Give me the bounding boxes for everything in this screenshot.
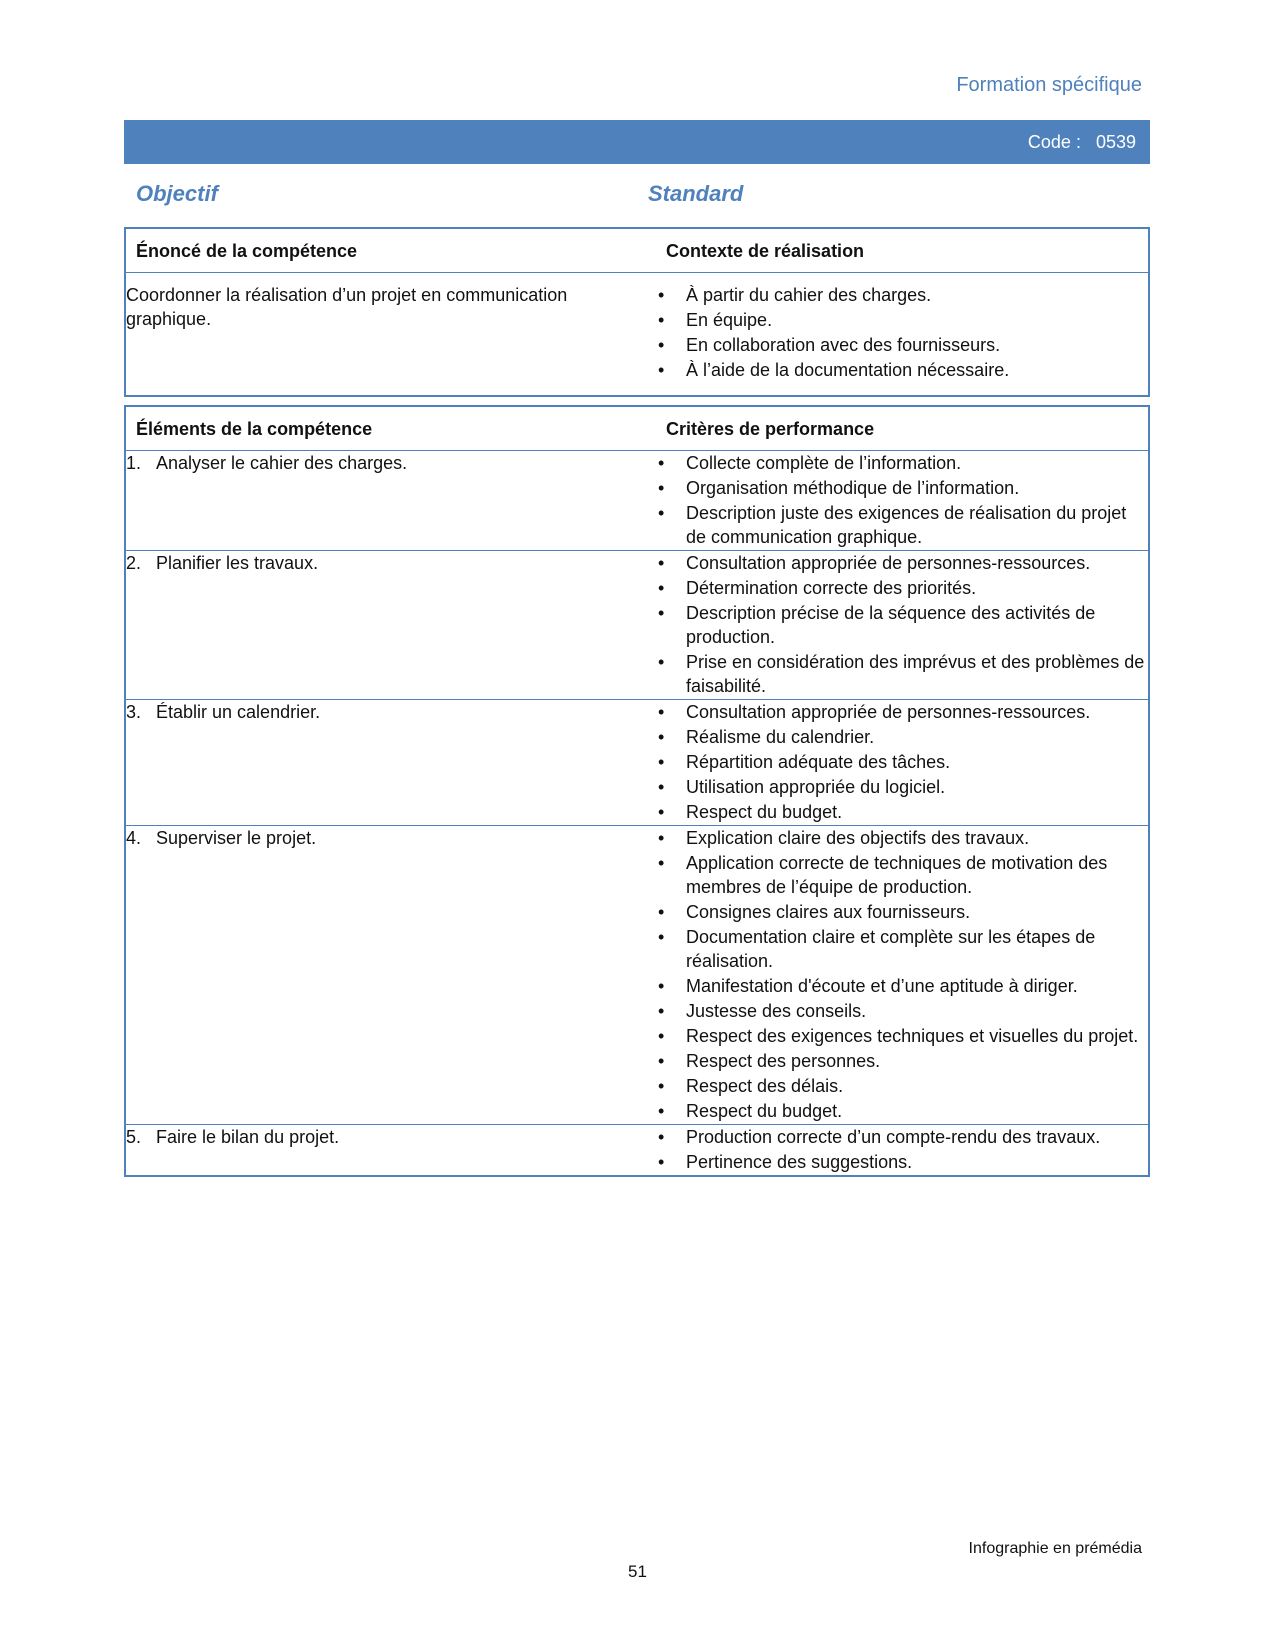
element-number: 2. <box>126 553 142 573</box>
context-item: • À partir du cahier des charges. <box>656 283 1148 307</box>
element-row <box>125 451 1149 551</box>
element-text: Superviser le projet. <box>156 828 317 848</box>
element-cell <box>125 551 656 700</box>
element-cell <box>125 451 656 551</box>
criteria-cell <box>656 551 1149 700</box>
criterion-item: • Respect du budget. <box>656 1099 1148 1123</box>
criterion-item: • Prise en considération des imprévus et des problèmes de faisabilité. <box>656 650 1148 698</box>
criterion-item: • Respect des exigences techniques et visuelles du projet. <box>656 1024 1148 1048</box>
criterion-item: • Réalisme du calendrier. <box>656 725 1148 749</box>
elements-body <box>125 451 1149 1177</box>
competence-statement: Coordonner la réalisation d’un projet en communication graphique. <box>126 285 568 329</box>
element-item <box>126 1125 656 1149</box>
criterion-item: • Documentation claire et complète sur les étapes de réalisation. <box>656 925 1148 973</box>
element-text: Analyser le cahier des charges. <box>156 453 408 473</box>
criterion-item: • Manifestation d'écoute et d’une aptitude à diriger. <box>656 974 1148 998</box>
standard-heading: Standard <box>648 181 744 206</box>
criterion-item: • Pertinence des suggestions. <box>656 1150 1148 1174</box>
elements-header: Éléments de la compétence <box>125 406 656 451</box>
criterion-item: • Justesse des conseils. <box>656 999 1148 1023</box>
element-row <box>125 1125 1149 1177</box>
section-label: Formation spécifique <box>956 74 1142 96</box>
footer-program: Infographie en prémédia <box>968 1540 1142 1557</box>
element-item <box>126 700 656 724</box>
element-number: 1. <box>126 453 142 473</box>
element-item <box>126 451 656 475</box>
criterion-item: • Description juste des exigences de réalisation du projet de communication graphique. <box>656 501 1148 549</box>
elements-table <box>124 405 1150 1177</box>
competence-header-row <box>125 228 1149 273</box>
element-text: Faire le bilan du projet. <box>156 1127 340 1147</box>
page-number: 51 <box>628 1562 647 1581</box>
elements-header-row <box>125 406 1149 451</box>
criterion-item: • Respect des personnes. <box>656 1049 1148 1073</box>
criterion-item: • Consignes claires aux fournisseurs. <box>656 900 1148 924</box>
criterion-item: • Détermination correcte des priorités. <box>656 576 1148 600</box>
statement-header: Énoncé de la compétence <box>125 228 656 273</box>
context-cell <box>656 273 1149 397</box>
criteria-cell <box>656 1125 1149 1177</box>
criterion-item: • Consultation appropriée de personnes-ressources. <box>656 700 1148 724</box>
criterion-item: • Respect du budget. <box>656 800 1148 824</box>
element-item <box>126 826 656 850</box>
criterion-item: • Répartition adéquate des tâches. <box>656 750 1148 774</box>
element-row <box>125 700 1149 826</box>
criteria-cell <box>656 826 1149 1125</box>
criterion-item: • Explication claire des objectifs des travaux. <box>656 826 1148 850</box>
criterion-item: • Utilisation appropriée du logiciel. <box>656 775 1148 799</box>
criteria-cell <box>656 451 1149 551</box>
objectif-heading: Objectif <box>136 181 218 206</box>
criteria-list <box>656 451 1148 549</box>
element-cell <box>125 700 656 826</box>
criterion-item: • Application correcte de techniques de motivation des membres de l’équipe de production. <box>656 851 1148 899</box>
element-cell <box>125 826 656 1125</box>
criterion-item: • Respect des délais. <box>656 1074 1148 1098</box>
criteria-list <box>656 1125 1148 1174</box>
context-item: • En équipe. <box>656 308 1148 332</box>
criteria-cell <box>656 700 1149 826</box>
element-row <box>125 826 1149 1125</box>
element-cell <box>125 1125 656 1177</box>
element-number: 5. <box>126 1127 142 1147</box>
competence-body-row <box>125 273 1149 397</box>
element-text: Établir un calendrier. <box>156 702 321 722</box>
context-header: Contexte de réalisation <box>656 228 1149 273</box>
context-item: • À l’aide de la documentation nécessaire. <box>656 358 1148 382</box>
criteria-list <box>656 700 1148 824</box>
element-number: 3. <box>126 702 142 722</box>
criterion-item: • Consultation appropriée de personnes-ressources. <box>656 551 1148 575</box>
element-text: Planifier les travaux. <box>156 553 319 573</box>
context-list <box>656 283 1148 382</box>
criterion-item: • Production correcte d’un compte-rendu des travaux. <box>656 1125 1148 1149</box>
context-item: • En collaboration avec des fournisseurs. <box>656 333 1148 357</box>
criteria-list <box>656 826 1148 1123</box>
criterion-item: • Description précise de la séquence des activités de production. <box>656 601 1148 649</box>
code-banner <box>124 120 1150 164</box>
criterion-item: • Collecte complète de l’information. <box>656 451 1148 475</box>
criteria-header: Critères de performance <box>656 406 1149 451</box>
code-text: Code : 0539 <box>1027 132 1136 152</box>
section-headings <box>136 181 1136 211</box>
criteria-list <box>656 551 1148 698</box>
element-number: 4. <box>126 828 142 848</box>
competence-table <box>124 227 1150 397</box>
element-row <box>125 551 1149 700</box>
criterion-item: • Organisation méthodique de l’information. <box>656 476 1148 500</box>
element-item <box>126 551 656 575</box>
